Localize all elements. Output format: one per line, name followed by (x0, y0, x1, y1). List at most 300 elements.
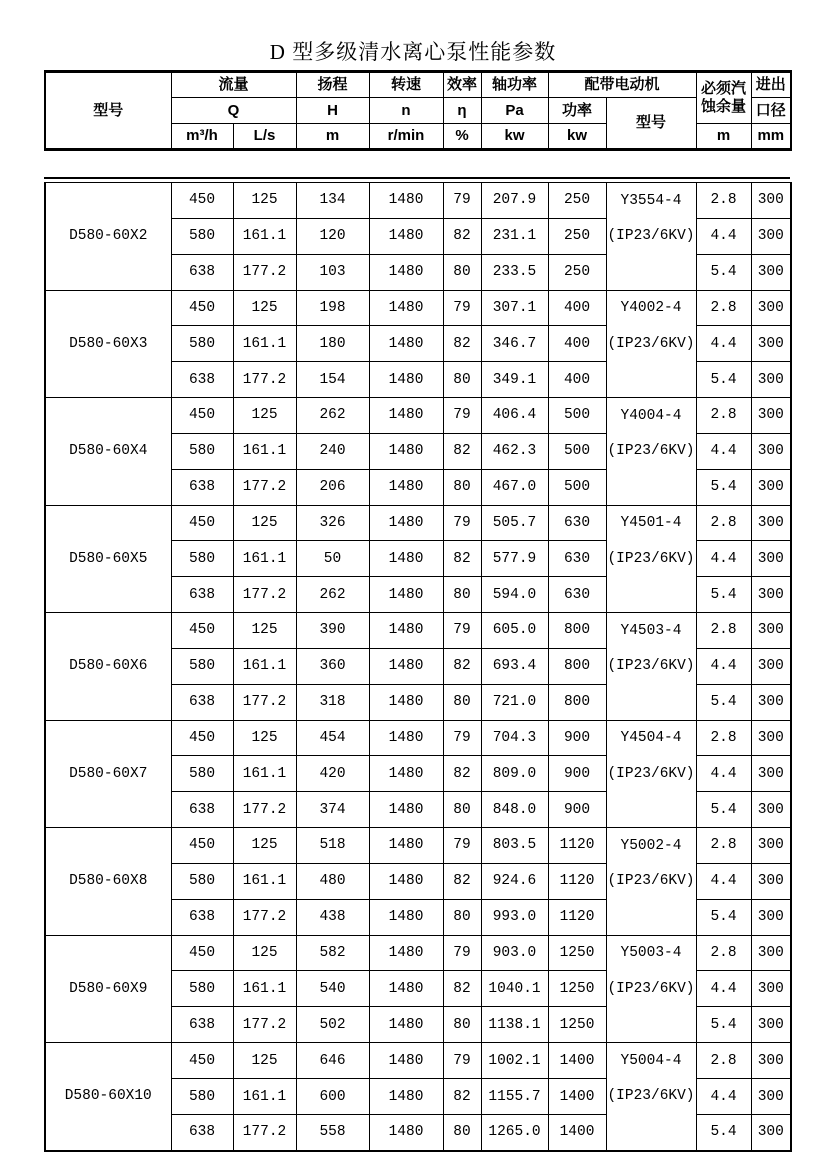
cell-flow-m3h: 450 (171, 720, 233, 756)
motor-model: Y4504-4 (620, 730, 682, 747)
pump-table-body (45, 183, 791, 1151)
cell-speed: 1480 (369, 792, 443, 828)
cell-speed: 1480 (369, 684, 443, 720)
header-speed-symbol: n (369, 98, 443, 124)
header-shaft-power: 轴功率 (481, 72, 548, 98)
header-efficiency: 效率 (443, 72, 481, 98)
cell-npsh: 2.8 (696, 828, 751, 864)
cell-flow-ls: 161.1 (233, 756, 296, 792)
cell-head: 154 (296, 362, 369, 398)
cell-npsh: 5.4 (696, 1115, 751, 1151)
cell-speed: 1480 (369, 505, 443, 541)
cell-head: 558 (296, 1115, 369, 1151)
cell-speed: 1480 (369, 433, 443, 469)
pump-model-cell: D580-60X8 (45, 828, 171, 936)
cell-npsh: 4.4 (696, 863, 751, 899)
cell-flow-m3h: 638 (171, 684, 233, 720)
cell-shaft-power: 605.0 (481, 613, 548, 649)
cell-efficiency: 79 (443, 505, 481, 541)
cell-head: 262 (296, 577, 369, 613)
motor-model-cell (606, 720, 696, 828)
cell-head: 180 (296, 326, 369, 362)
cell-motor-power: 630 (548, 505, 606, 541)
cell-flow-ls: 161.1 (233, 218, 296, 254)
cell-port-diameter: 300 (751, 935, 791, 971)
cell-head: 120 (296, 218, 369, 254)
cell-efficiency: 79 (443, 613, 481, 649)
cell-port-diameter: 300 (751, 326, 791, 362)
motor-protection-spec: (IP23/6KV) (607, 1088, 695, 1105)
cell-speed: 1480 (369, 935, 443, 971)
header-unit-kw-shaft: kw (481, 124, 548, 150)
cell-npsh: 2.8 (696, 398, 751, 434)
cell-flow-ls: 161.1 (233, 433, 296, 469)
cell-head: 390 (296, 613, 369, 649)
cell-flow-ls: 177.2 (233, 362, 296, 398)
cell-npsh: 5.4 (696, 362, 751, 398)
motor-model: Y5004-4 (620, 1052, 682, 1069)
motor-model-cell (606, 183, 696, 291)
header-motor: 配带电动机 (548, 72, 696, 98)
header-port-line2: 口径 (751, 98, 791, 124)
cell-npsh: 4.4 (696, 218, 751, 254)
cell-motor-power: 900 (548, 756, 606, 792)
cell-shaft-power: 848.0 (481, 792, 548, 828)
page-title: D 型多级清水离心泵性能参数 (269, 40, 557, 64)
cell-speed: 1480 (369, 899, 443, 935)
cell-head: 134 (296, 183, 369, 219)
cell-npsh: 4.4 (696, 433, 751, 469)
cell-shaft-power: 349.1 (481, 362, 548, 398)
cell-head: 198 (296, 290, 369, 326)
cell-npsh: 4.4 (696, 541, 751, 577)
cell-npsh: 5.4 (696, 899, 751, 935)
cell-efficiency: 80 (443, 792, 481, 828)
cell-npsh: 4.4 (696, 971, 751, 1007)
cell-port-diameter: 300 (751, 1079, 791, 1115)
cell-head: 262 (296, 398, 369, 434)
header-port: 进出 (751, 72, 791, 98)
cell-flow-m3h: 580 (171, 541, 233, 577)
pump-model-cell: D580-60X10 (45, 1043, 171, 1151)
cell-motor-power: 1120 (548, 828, 606, 864)
cell-port-diameter: 300 (751, 863, 791, 899)
cell-flow-ls: 125 (233, 1043, 296, 1079)
cell-port-diameter: 300 (751, 1115, 791, 1151)
header-shaft-power-symbol: Pa (481, 98, 548, 124)
cell-port-diameter: 300 (751, 720, 791, 756)
cell-flow-m3h: 580 (171, 971, 233, 1007)
cell-shaft-power: 693.4 (481, 648, 548, 684)
cell-port-diameter: 300 (751, 469, 791, 505)
cell-shaft-power: 594.0 (481, 577, 548, 613)
motor-model: Y4503-4 (620, 622, 682, 639)
cell-npsh: 2.8 (696, 613, 751, 649)
cell-speed: 1480 (369, 1115, 443, 1151)
motor-model-cell (606, 828, 696, 936)
cell-port-diameter: 300 (751, 290, 791, 326)
cell-port-diameter: 300 (751, 1043, 791, 1079)
cell-efficiency: 79 (443, 720, 481, 756)
cell-head: 600 (296, 1079, 369, 1115)
cell-efficiency: 79 (443, 290, 481, 326)
cell-motor-power: 900 (548, 792, 606, 828)
pump-model-cell: D580-60X2 (45, 183, 171, 291)
cell-port-diameter: 300 (751, 183, 791, 219)
cell-flow-m3h: 580 (171, 863, 233, 899)
header-unit-m: m (296, 124, 369, 150)
cell-efficiency: 80 (443, 1007, 481, 1043)
cell-port-diameter: 300 (751, 792, 791, 828)
header-unit-ls: L/s (233, 124, 296, 150)
cell-efficiency: 80 (443, 1115, 481, 1151)
cell-flow-m3h: 580 (171, 1079, 233, 1115)
cell-flow-m3h: 580 (171, 756, 233, 792)
cell-port-diameter: 300 (751, 254, 791, 290)
cell-shaft-power: 993.0 (481, 899, 548, 935)
cell-flow-m3h: 450 (171, 505, 233, 541)
cell-efficiency: 79 (443, 183, 481, 219)
header-table (44, 70, 792, 151)
cell-motor-power: 900 (548, 720, 606, 756)
motor-protection-spec: (IP23/6KV) (607, 550, 695, 567)
pump-model-cell: D580-60X5 (45, 505, 171, 613)
cell-shaft-power: 803.5 (481, 828, 548, 864)
cell-speed: 1480 (369, 971, 443, 1007)
header-head-symbol: H (296, 98, 369, 124)
cell-head: 240 (296, 433, 369, 469)
cell-speed: 1480 (369, 1007, 443, 1043)
cell-head: 318 (296, 684, 369, 720)
cell-shaft-power: 406.4 (481, 398, 548, 434)
cell-npsh: 2.8 (696, 935, 751, 971)
cell-flow-ls: 125 (233, 828, 296, 864)
cell-efficiency: 82 (443, 756, 481, 792)
header-motor-model: 型号 (606, 98, 696, 150)
cell-flow-m3h: 638 (171, 362, 233, 398)
cell-npsh: 5.4 (696, 792, 751, 828)
cell-flow-m3h: 580 (171, 218, 233, 254)
motor-cell-spacer (607, 684, 696, 720)
performance-table (44, 182, 792, 1152)
cell-shaft-power: 1138.1 (481, 1007, 548, 1043)
motor-model-cell (606, 1043, 696, 1151)
cell-speed: 1480 (369, 1079, 443, 1115)
cell-flow-m3h: 580 (171, 433, 233, 469)
cell-head: 502 (296, 1007, 369, 1043)
cell-port-diameter: 300 (751, 505, 791, 541)
cell-speed: 1480 (369, 756, 443, 792)
cell-shaft-power: 233.5 (481, 254, 548, 290)
cell-flow-ls: 125 (233, 505, 296, 541)
table-row (45, 398, 791, 434)
cell-speed: 1480 (369, 577, 443, 613)
header-efficiency-symbol: η (443, 98, 481, 124)
cell-motor-power: 500 (548, 469, 606, 505)
cell-flow-m3h: 580 (171, 648, 233, 684)
cell-npsh: 4.4 (696, 648, 751, 684)
cell-efficiency: 80 (443, 469, 481, 505)
cell-port-diameter: 300 (751, 577, 791, 613)
cell-speed: 1480 (369, 218, 443, 254)
header-flow-symbol: Q (171, 98, 296, 124)
cell-speed: 1480 (369, 254, 443, 290)
cell-port-diameter: 300 (751, 433, 791, 469)
cell-motor-power: 500 (548, 398, 606, 434)
header-unit-rmin: r/min (369, 124, 443, 150)
cell-speed: 1480 (369, 469, 443, 505)
header-npsh-line2: 蚀余量 (701, 98, 747, 115)
cell-speed: 1480 (369, 1043, 443, 1079)
cell-efficiency: 79 (443, 398, 481, 434)
motor-model: Y4004-4 (620, 407, 682, 424)
cell-efficiency: 82 (443, 218, 481, 254)
motor-protection-spec: (IP23/6KV) (607, 443, 695, 460)
cell-flow-ls: 177.2 (233, 684, 296, 720)
cell-head: 454 (296, 720, 369, 756)
motor-cell-spacer (607, 899, 696, 935)
motor-cell-spacer (607, 577, 696, 613)
cell-flow-ls: 161.1 (233, 1079, 296, 1115)
cell-head: 646 (296, 1043, 369, 1079)
cell-flow-m3h: 450 (171, 828, 233, 864)
motor-model: Y5003-4 (620, 945, 682, 962)
cell-port-diameter: 300 (751, 613, 791, 649)
cell-npsh: 2.8 (696, 1043, 751, 1079)
motor-model: Y3554-4 (620, 192, 682, 209)
cell-motor-power: 1120 (548, 863, 606, 899)
cell-port-diameter: 300 (751, 756, 791, 792)
cell-npsh: 4.4 (696, 1079, 751, 1115)
cell-flow-ls: 161.1 (233, 863, 296, 899)
cell-flow-ls: 125 (233, 290, 296, 326)
header-row-1 (45, 72, 791, 98)
motor-protection-spec: (IP23/6KV) (607, 980, 695, 997)
cell-efficiency: 80 (443, 577, 481, 613)
cell-flow-m3h: 638 (171, 577, 233, 613)
cell-flow-m3h: 450 (171, 613, 233, 649)
header-flow: 流量 (171, 72, 296, 98)
motor-protection-spec: (IP23/6KV) (607, 228, 695, 245)
cell-motor-power: 1400 (548, 1079, 606, 1115)
cell-head: 374 (296, 792, 369, 828)
cell-shaft-power: 462.3 (481, 433, 548, 469)
cell-motor-power: 250 (548, 183, 606, 219)
cell-motor-power: 1120 (548, 899, 606, 935)
cell-npsh: 5.4 (696, 254, 751, 290)
cell-motor-power: 250 (548, 218, 606, 254)
cell-port-diameter: 300 (751, 218, 791, 254)
cell-flow-ls: 125 (233, 935, 296, 971)
table-row (45, 505, 791, 541)
cell-flow-ls: 125 (233, 613, 296, 649)
cell-flow-m3h: 450 (171, 1043, 233, 1079)
cell-speed: 1480 (369, 362, 443, 398)
cell-motor-power: 1400 (548, 1115, 606, 1151)
cell-efficiency: 82 (443, 433, 481, 469)
cell-efficiency: 80 (443, 899, 481, 935)
motor-model: Y5002-4 (620, 837, 682, 854)
cell-efficiency: 79 (443, 828, 481, 864)
cell-efficiency: 80 (443, 684, 481, 720)
motor-cell-spacer (607, 362, 696, 398)
pump-model-cell: D580-60X9 (45, 935, 171, 1043)
motor-protection-spec: (IP23/6KV) (607, 765, 695, 782)
cell-head: 480 (296, 863, 369, 899)
cell-motor-power: 250 (548, 254, 606, 290)
motor-cell-spacer (607, 254, 696, 290)
cell-motor-power: 630 (548, 577, 606, 613)
cell-motor-power: 1250 (548, 971, 606, 1007)
cell-speed: 1480 (369, 326, 443, 362)
table-row (45, 720, 791, 756)
motor-cell-spacer (607, 792, 696, 828)
cell-speed: 1480 (369, 613, 443, 649)
table-row (45, 935, 791, 971)
cell-npsh: 4.4 (696, 326, 751, 362)
cell-npsh: 2.8 (696, 720, 751, 756)
cell-shaft-power: 307.1 (481, 290, 548, 326)
cell-flow-ls: 177.2 (233, 792, 296, 828)
cell-flow-m3h: 638 (171, 899, 233, 935)
cell-motor-power: 1250 (548, 1007, 606, 1043)
cell-efficiency: 82 (443, 1079, 481, 1115)
cell-flow-ls: 161.1 (233, 326, 296, 362)
cell-head: 206 (296, 469, 369, 505)
cell-shaft-power: 721.0 (481, 684, 548, 720)
cell-flow-m3h: 450 (171, 183, 233, 219)
cell-npsh: 4.4 (696, 756, 751, 792)
pump-model-cell: D580-60X7 (45, 720, 171, 828)
cell-head: 50 (296, 541, 369, 577)
body-table-wrapper (44, 177, 790, 1152)
cell-flow-ls: 161.1 (233, 648, 296, 684)
header-model: 型号 (45, 72, 171, 150)
cell-speed: 1480 (369, 720, 443, 756)
cell-npsh: 5.4 (696, 684, 751, 720)
motor-cell-spacer (607, 469, 696, 505)
cell-head: 438 (296, 899, 369, 935)
cell-port-diameter: 300 (751, 1007, 791, 1043)
cell-flow-ls: 177.2 (233, 254, 296, 290)
cell-efficiency: 82 (443, 648, 481, 684)
cell-port-diameter: 300 (751, 899, 791, 935)
cell-head: 582 (296, 935, 369, 971)
motor-protection-spec: (IP23/6KV) (607, 658, 695, 675)
cell-efficiency: 79 (443, 935, 481, 971)
cell-efficiency: 80 (443, 254, 481, 290)
cell-head: 420 (296, 756, 369, 792)
cell-flow-m3h: 638 (171, 254, 233, 290)
cell-motor-power: 1400 (548, 1043, 606, 1079)
cell-speed: 1480 (369, 290, 443, 326)
cell-shaft-power: 809.0 (481, 756, 548, 792)
cell-shaft-power: 207.9 (481, 183, 548, 219)
header-unit-mm: mm (751, 124, 791, 150)
cell-port-diameter: 300 (751, 971, 791, 1007)
cell-efficiency: 82 (443, 971, 481, 1007)
motor-model-cell (606, 290, 696, 398)
cell-flow-m3h: 638 (171, 1007, 233, 1043)
cell-motor-power: 400 (548, 290, 606, 326)
pump-model-cell: D580-60X6 (45, 613, 171, 721)
motor-model: Y4002-4 (620, 300, 682, 317)
cell-flow-ls: 177.2 (233, 1007, 296, 1043)
cell-flow-m3h: 638 (171, 792, 233, 828)
cell-head: 518 (296, 828, 369, 864)
motor-protection-spec: (IP23/6KV) (607, 335, 695, 352)
header-unit-m3h: m³/h (171, 124, 233, 150)
cell-shaft-power: 1040.1 (481, 971, 548, 1007)
cell-motor-power: 400 (548, 326, 606, 362)
table-row (45, 290, 791, 326)
cell-flow-ls: 161.1 (233, 541, 296, 577)
cell-npsh: 2.8 (696, 290, 751, 326)
cell-shaft-power: 577.9 (481, 541, 548, 577)
cell-speed: 1480 (369, 398, 443, 434)
cell-shaft-power: 1155.7 (481, 1079, 548, 1115)
table-row (45, 828, 791, 864)
motor-cell-spacer (607, 1007, 696, 1043)
cell-flow-ls: 125 (233, 720, 296, 756)
cell-efficiency: 82 (443, 326, 481, 362)
cell-efficiency: 82 (443, 541, 481, 577)
cell-motor-power: 800 (548, 613, 606, 649)
cell-port-diameter: 300 (751, 362, 791, 398)
cell-npsh: 2.8 (696, 183, 751, 219)
cell-npsh: 5.4 (696, 577, 751, 613)
table-row (45, 183, 791, 219)
cell-port-diameter: 300 (751, 541, 791, 577)
cell-port-diameter: 300 (751, 648, 791, 684)
header-unit-npsh-m: m (696, 124, 751, 150)
cell-port-diameter: 300 (751, 828, 791, 864)
cell-flow-ls: 177.2 (233, 469, 296, 505)
cell-efficiency: 82 (443, 863, 481, 899)
cell-flow-ls: 177.2 (233, 577, 296, 613)
cell-port-diameter: 300 (751, 684, 791, 720)
cell-motor-power: 500 (548, 433, 606, 469)
cell-flow-m3h: 580 (171, 326, 233, 362)
cell-flow-ls: 177.2 (233, 1115, 296, 1151)
motor-model: Y4501-4 (620, 515, 682, 532)
cell-flow-m3h: 638 (171, 1115, 233, 1151)
cell-flow-ls: 125 (233, 398, 296, 434)
cell-flow-m3h: 450 (171, 398, 233, 434)
motor-model-cell (606, 398, 696, 506)
cell-head: 360 (296, 648, 369, 684)
motor-protection-spec: (IP23/6KV) (607, 873, 695, 890)
motor-cell-spacer (607, 1114, 696, 1150)
cell-shaft-power: 346.7 (481, 326, 548, 362)
cell-shaft-power: 704.3 (481, 720, 548, 756)
cell-head: 540 (296, 971, 369, 1007)
table-row (45, 1043, 791, 1079)
cell-motor-power: 1250 (548, 935, 606, 971)
header-motor-power: 功率 (548, 98, 606, 124)
cell-head: 326 (296, 505, 369, 541)
table-row (45, 613, 791, 649)
cell-shaft-power: 1002.1 (481, 1043, 548, 1079)
header-npsh (696, 72, 751, 124)
cell-flow-m3h: 638 (171, 469, 233, 505)
cell-speed: 1480 (369, 183, 443, 219)
cell-shaft-power: 1265.0 (481, 1115, 548, 1151)
cell-flow-ls: 177.2 (233, 899, 296, 935)
header-npsh-line1: 必须汽 (701, 80, 747, 97)
cell-shaft-power: 467.0 (481, 469, 548, 505)
cell-port-diameter: 300 (751, 398, 791, 434)
